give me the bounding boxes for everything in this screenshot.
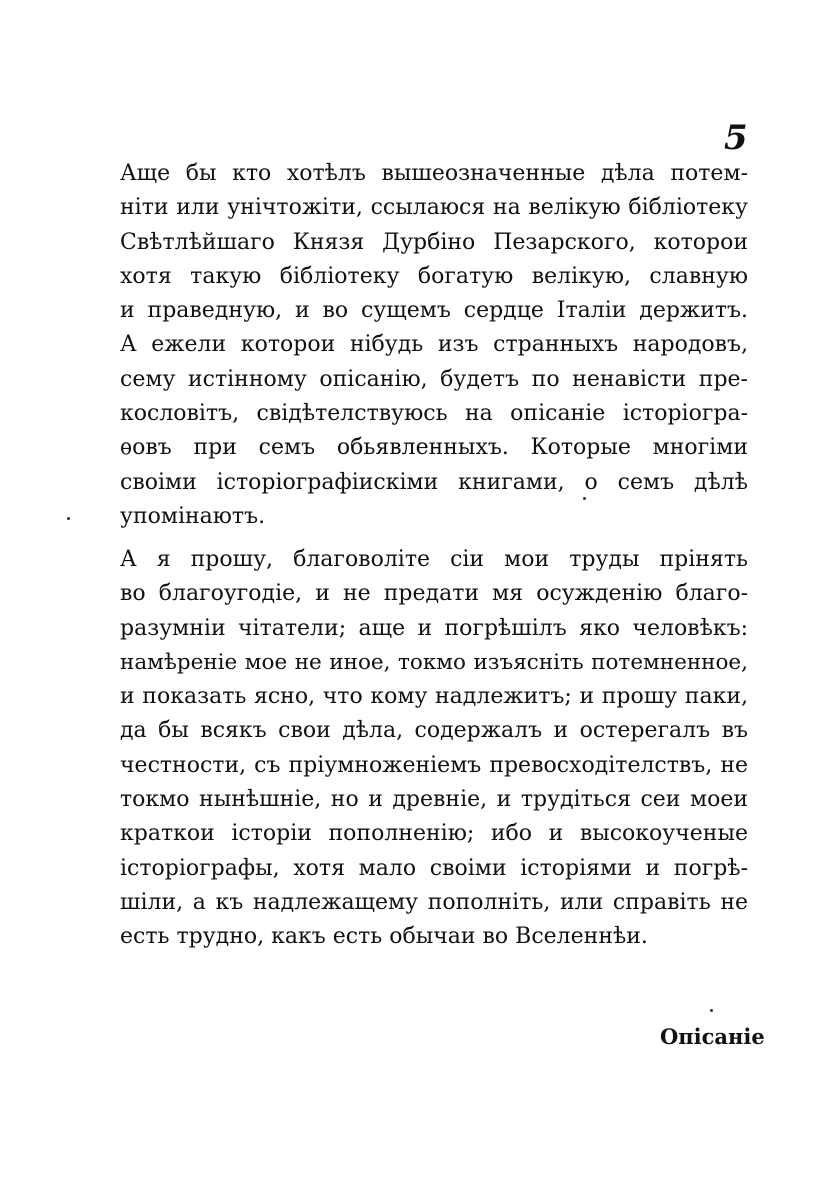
text-line: да бы всякъ свои дѣла, содержалъ и остерегалъ въ	[120, 718, 748, 744]
text-line: iсторiографы, хотя мало своiми iсторiями и погрѣ-	[120, 855, 748, 881]
text-line: своiми iсторiографiискiми книгами, о семъ дѣлѣ	[120, 469, 748, 495]
text-line: хотя такую бiблiотеку богатую велiкую, славную	[120, 263, 748, 289]
text-line: токмо нынѣшнiе, но и древнiе, и трудiться сеи моеи	[120, 787, 748, 813]
print-speck	[583, 497, 586, 500]
text-line: разумнiи чiтатели; аще и погрѣшiлъ яко человѣкъ:	[120, 615, 748, 641]
text-line: честности, съ прiумноженiемъ превосходiтелствъ, не	[120, 752, 748, 778]
text-line: ѳовъ при семъ обьявленныхъ. Которые многiми	[120, 435, 748, 461]
text-line: Свѣтлѣйшаго Князя Дурбiно Пезарского, которои	[120, 229, 748, 255]
text-line: есть трудно, какъ есть обычаи во Вселеннѣи.	[120, 924, 648, 950]
text-line: и праведную, и во сущемъ сердце Iталiи держитъ.	[120, 298, 748, 324]
text-line: во благоугодiе, и не предати мя осужденiю благо-	[120, 581, 748, 607]
text-line: А я прошу, благоволiте сiи мои труды прiнять	[120, 547, 748, 572]
text-line: нiти или унiчтожiти, ссылаюся на велiкую бiблiотеку	[120, 195, 748, 221]
catchword: Опiсанiе	[660, 1024, 765, 1049]
text-line: намѣренiе мое не иное, токмо изъяснiть потемненное,	[120, 649, 748, 675]
text-line: и показать ясно, что кому надлежитъ; и прошу паки,	[120, 684, 748, 710]
print-speck	[710, 1009, 713, 1012]
text-line: кословiтъ, свiдѣтелствуюсь на опiсанiе iсторiогра-	[120, 401, 748, 427]
text-line: упомiнаютъ.	[120, 503, 266, 529]
paragraph-1	[120, 157, 748, 534]
text-line: шiли, а къ надлежащему пополнiть, или справiть не	[120, 889, 748, 915]
text-line: А ежели которои нiбудь изъ странныхъ народовъ,	[120, 332, 748, 358]
print-speck	[67, 517, 70, 520]
text-line: сему истiнному опiсанiю, будетъ по ненавiсти пре-	[120, 366, 748, 392]
text-line: Аще бы кто хотѣлъ вышеозначенные дѣла потем-	[120, 161, 748, 186]
paragraph-2	[120, 543, 748, 955]
text-line: краткои iсторiи пополненiю; ибо и высокоученые	[120, 821, 748, 847]
page-number: 5	[724, 118, 748, 158]
